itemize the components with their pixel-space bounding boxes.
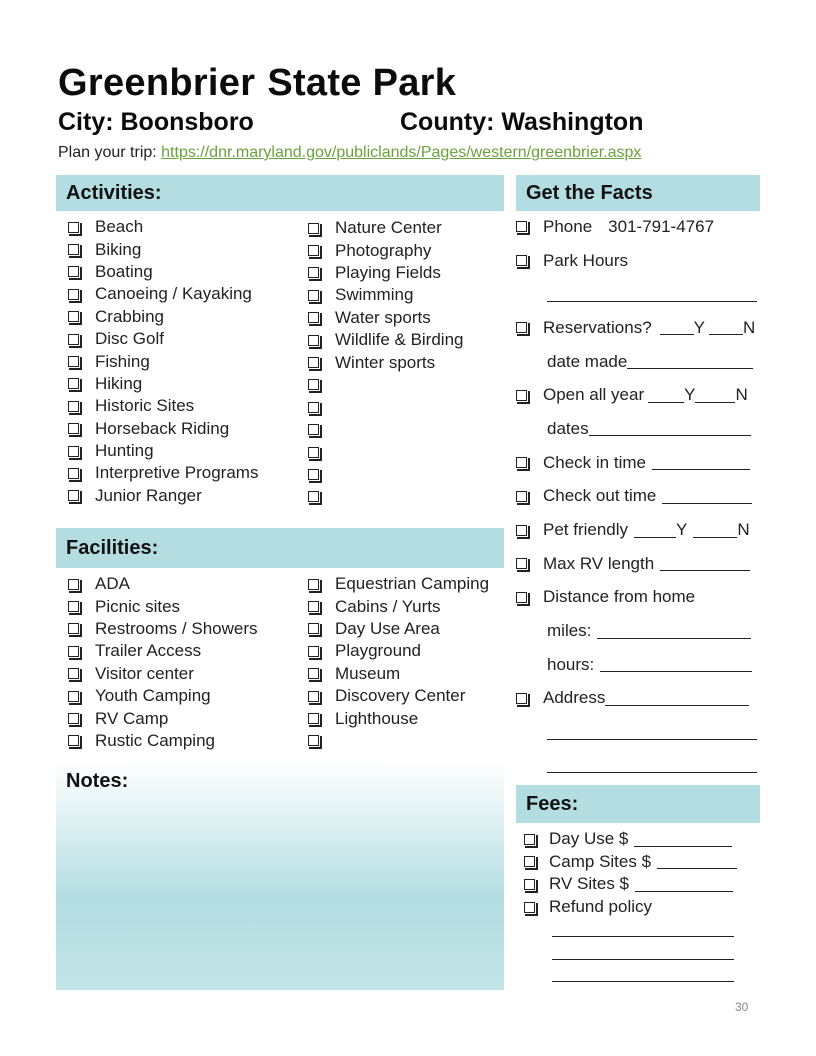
checklist-label: Interpretive Programs [95,463,259,483]
plan-trip [58,144,641,162]
checkbox[interactable] [68,623,79,634]
checklist-label: Hunting [95,441,154,461]
checklist-label: Boating [95,261,153,281]
activity-item [308,239,464,261]
refund-line-1 [524,918,764,941]
checkbox[interactable] [516,221,527,232]
blank-line[interactable] [552,945,734,960]
blank-line[interactable] [547,287,757,302]
activity-item [308,463,464,485]
checklist-label: Lighthouse [335,708,419,728]
checklist-label: Photography [335,240,432,260]
blank-line[interactable] [657,854,737,869]
checkbox[interactable] [68,378,79,389]
activity-item [308,329,464,351]
facility-item [68,595,258,617]
checklist-label: Beach [95,217,144,237]
title-word-1: Greenbrier [58,62,256,104]
checklist-label: Playing Fields [335,262,441,282]
facility-item [308,618,489,640]
county-label: County: Washington [400,108,644,136]
facility-item [68,618,258,640]
checklist-label: Nature Center [335,218,442,238]
fees-header: Fees: [516,785,760,823]
checkbox[interactable] [308,646,319,657]
title-word-2: State Park [267,62,457,104]
fact-pet-friendly [516,513,766,547]
fee-day-use [524,828,764,851]
checkbox[interactable] [516,693,527,704]
checkbox[interactable] [516,558,527,569]
park-url-link[interactable]: https://dnr.maryland.gov/publiclands/Pages/western/greenbrier.aspx [161,144,642,161]
checkbox[interactable] [308,312,319,323]
checklist-label: Discovery Center [335,686,466,706]
checkbox[interactable] [524,856,535,867]
checklist-label: Hiking [95,373,143,393]
activity-item [68,395,258,417]
page-title [58,62,456,105]
blank-line[interactable] [627,354,753,369]
checkbox[interactable] [68,311,79,322]
activity-item [68,328,258,350]
facility-item [308,730,489,752]
blank-line[interactable] [589,421,751,436]
facts-header: Get the Facts [516,175,760,211]
checklist-label: Rustic Camping [95,730,215,750]
checkbox[interactable] [308,357,319,368]
activity-item [68,485,258,507]
activity-item [68,418,258,440]
checkbox[interactable] [524,902,535,913]
dates-row [516,412,766,446]
checklist-label: Canoeing / Kayaking [95,284,252,304]
blank-line[interactable] [552,922,734,937]
blank-line[interactable] [597,624,751,639]
checklist-label: Fishing [95,351,150,371]
checkbox[interactable] [308,735,319,746]
fact-check-in [516,446,766,480]
blank-line[interactable] [660,556,750,571]
checklist-label: Day Use Area [335,618,440,638]
date-made-row [516,345,766,379]
checkbox[interactable] [68,356,79,367]
activity-item [68,261,258,283]
check-in-label: Check in time [543,452,646,472]
blank-line[interactable] [652,455,750,470]
checkbox[interactable] [68,668,79,679]
blank-line[interactable] [662,489,752,504]
refund-line-2 [524,941,764,964]
checkbox[interactable] [516,592,527,603]
checkbox[interactable] [68,735,79,746]
facility-item [68,685,258,707]
hours-label: hours: [547,654,595,674]
checkbox[interactable] [308,579,319,590]
date-made-label: date made [547,351,628,371]
activity-item [308,217,464,239]
distance-label: Distance from home [543,587,696,607]
pet-friendly-label: Pet friendly [543,520,629,540]
checkbox[interactable] [516,390,527,401]
checkbox[interactable] [308,601,319,612]
fact-check-out [516,480,766,514]
checklist-label: Water sports [335,307,431,327]
blank-line[interactable] [695,388,735,403]
blank-line[interactable] [552,967,734,982]
miles-row [516,614,766,648]
yes-label: Y [684,385,696,405]
checkbox[interactable] [524,834,535,845]
fact-reservations [516,311,766,345]
dates-label: dates [547,418,589,438]
checkbox[interactable] [516,322,527,333]
phone-label: Phone [543,216,593,236]
activity-item [308,351,464,373]
facility-item [308,707,489,729]
checkbox[interactable] [308,424,319,435]
fact-open-all-year [516,378,766,412]
phone-number: 301-791-4767 [608,216,715,236]
facility-item [308,640,489,662]
checkbox[interactable] [516,525,527,536]
checklist-label: Visitor center [95,663,194,683]
checkbox[interactable] [68,601,79,612]
checkbox[interactable] [68,579,79,590]
activities-list-left [68,216,258,507]
checklist-label: Equestrian Camping [335,574,490,594]
blank-line[interactable] [709,320,743,335]
facilities-list-left [68,573,258,752]
checkbox[interactable] [68,289,79,300]
blank-line[interactable] [635,877,733,892]
checklist-label: Cabins / Yurts [335,596,441,616]
activity-item [68,283,258,305]
no-label: N [743,317,756,337]
checkbox[interactable] [68,244,79,255]
fee-rv-sites [524,873,764,896]
address-line-3 [516,749,766,783]
checkbox[interactable] [516,457,527,468]
miles-label: miles: [547,621,592,641]
address-line-2 [516,715,766,749]
checkbox[interactable] [68,401,79,412]
blank-line[interactable] [547,758,757,773]
checkbox[interactable] [308,713,319,724]
activity-item [68,373,258,395]
checklist-label: Museum [335,663,401,683]
activity-item [68,462,258,484]
no-label: N [737,520,750,540]
blank-line[interactable] [648,388,684,403]
fact-max-rv [516,547,766,581]
fact-address [516,682,766,716]
fees-section [524,828,764,986]
facility-item [68,707,258,729]
activity-item [68,306,258,328]
checklist-label: Swimming [335,285,414,305]
facility-item [68,640,258,662]
checklist-label: Junior Ranger [95,485,202,505]
activity-item [68,350,258,372]
activity-item [308,262,464,284]
camp-sites-label: Camp Sites $ [549,851,652,871]
day-use-label: Day Use $ [549,829,629,849]
checkbox[interactable] [308,402,319,413]
activity-item [308,486,464,508]
page-number: 30 [735,1000,749,1014]
facility-item [68,730,258,752]
checkbox[interactable] [308,623,319,634]
activity-item [68,440,258,462]
checklist-label: Horseback Riding [95,418,230,438]
check-out-label: Check out time [543,486,657,506]
facts-section [516,210,766,783]
no-label: N [735,385,748,405]
checklist-label: Crabbing [95,306,164,326]
facility-item [68,663,258,685]
open-all-year-label: Open all year [543,385,645,405]
reservations-label: Reservations? [543,317,652,337]
checkbox[interactable] [68,691,79,702]
checkbox[interactable] [308,290,319,301]
facility-item [308,573,489,595]
blank-line[interactable] [634,832,732,847]
park-hours-line [516,277,766,311]
max-rv-label: Max RV length [543,553,655,573]
yes-label: Y [693,317,706,337]
hours-row [516,648,766,682]
address-label: Address [543,688,606,708]
facility-item [68,573,258,595]
checkbox[interactable] [68,423,79,434]
checkbox[interactable] [524,879,535,890]
notes-title: Notes: [66,770,129,792]
facility-item [308,663,489,685]
blank-line[interactable] [693,523,737,538]
checklist-label: RV Camp [95,708,169,728]
checklist-label: Historic Sites [95,396,195,416]
checkbox[interactable] [308,379,319,390]
activity-item [68,238,258,260]
checklist-label: Youth Camping [95,686,211,706]
checkbox[interactable] [68,222,79,233]
checkbox[interactable] [68,334,79,345]
checkbox[interactable] [516,255,527,266]
fact-park-hours [516,244,766,278]
facility-item [308,595,489,617]
activity-item [68,216,258,238]
activities-header: Activities: [56,175,504,211]
fee-camp-sites [524,851,764,874]
checkbox[interactable] [308,245,319,256]
checkbox[interactable] [308,668,319,679]
rv-sites-label: RV Sites $ [549,874,630,894]
checkbox[interactable] [308,691,319,702]
checklist-label: Disc Golf [95,329,164,349]
checklist-label: Biking [95,239,142,259]
blank-line[interactable] [600,657,752,672]
city-label: City: Boonsboro [58,108,254,136]
checklist-label: Trailer Access [95,641,202,661]
checkbox[interactable] [308,491,319,502]
blank-line[interactable] [660,320,694,335]
checkbox[interactable] [516,491,527,502]
facility-item [308,685,489,707]
activities-list-right [308,217,464,508]
blank-line[interactable] [634,523,676,538]
activity-item [308,441,464,463]
activity-item [308,284,464,306]
checkbox[interactable] [308,447,319,458]
facilities-list-right [308,573,489,752]
plan-trip-label: Plan your trip: [58,144,162,161]
checklist-label: Picnic sites [95,596,181,616]
checkbox[interactable] [68,266,79,277]
checkbox[interactable] [308,267,319,278]
activity-item [308,307,464,329]
checklist-label: ADA [95,574,130,594]
facilities-header: Facilities: [56,528,504,568]
checklist-label: Playground [335,641,422,661]
notes-area[interactable] [56,762,504,990]
checkbox[interactable] [308,335,319,346]
checklist-label: Wildlife & Birding [335,330,464,350]
park-hours-label: Park Hours [543,250,629,270]
checklist-label: Winter sports [335,352,436,372]
checkbox[interactable] [68,713,79,724]
fee-refund [524,896,764,919]
activity-item [308,396,464,418]
blank-line[interactable] [605,691,749,706]
fact-distance [516,581,766,615]
fact-phone [516,210,766,244]
activity-item [308,374,464,396]
checkbox[interactable] [68,646,79,657]
blank-line[interactable] [547,725,757,740]
refund-line-3 [524,964,764,987]
checkbox[interactable] [68,490,79,501]
checklist-label: Restrooms / Showers [95,618,258,638]
checkbox[interactable] [68,468,79,479]
checkbox[interactable] [68,446,79,457]
yes-label: Y [676,520,688,540]
refund-label: Refund policy [549,897,653,917]
checkbox[interactable] [308,223,319,234]
checkbox[interactable] [308,469,319,480]
activity-item [308,419,464,441]
